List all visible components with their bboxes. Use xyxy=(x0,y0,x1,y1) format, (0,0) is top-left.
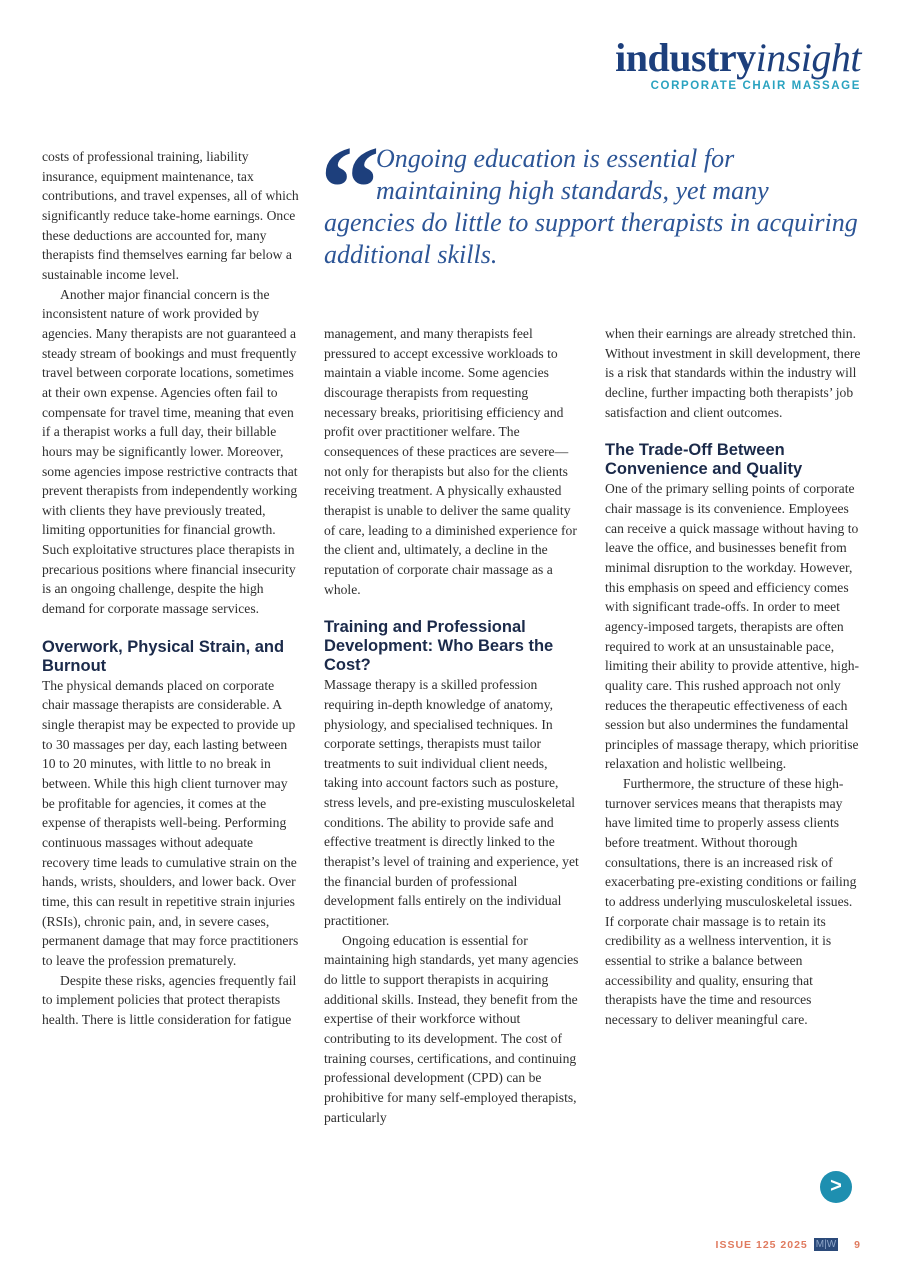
chevron-right-icon: > xyxy=(830,1175,842,1197)
publication-badge: M|W xyxy=(815,1239,837,1250)
body-paragraph: management, and many therapists feel pressured to accept excessive workloads to maintain a viable income. Some agencies discourage therapists from requesting necessary breaks, prioritising efficiency and profit over practitioner welfare. The consequences of these practices are severe—not only for therapists but also for the clients receiving treatment. A physically exhausted therapist is unable to deliver the same quality of care, leading to a diminished experience for the client and, ultimately, a decline in the reputation of corporate chair massage as a whole. xyxy=(324,326,577,597)
quote-mark-icon: “ xyxy=(320,121,366,254)
next-page-button[interactable] xyxy=(820,1171,852,1203)
body-paragraph: One of the primary selling points of corporate chair massage is its convenience. Employees can receive a quick massage without having to leave the office, and businesses benefit from minimal disruption to the workday. However, this emphasis on speed and efficiency comes with significant trade-offs. In order to meet agency-imposed targets, therapists are often required to work at an unsustainable pace, limiting their ability to provide attentive, high-quality care. This rushed approach not only reduces the therapeutic effectiveness of each session but also undermines the fundamental principles of massage therapy, which prioritise relaxation and holistic wellbeing. xyxy=(605,481,860,772)
logo xyxy=(615,36,861,80)
body-paragraph: Ongoing education is essential for maintaining high standards, yet many agencies do little to support therapists in acquiring additional skills. Instead, they benefit from the expertise of their workforce without contributing to its development. The cost of training courses, certifications, and continuing professional development (CPD) can be prohibitive for many self-employed therapists, particularly xyxy=(324,932,579,1125)
section-heading: The Trade-Off Between Convenience and Quality xyxy=(605,441,803,479)
pull-quote-text: Ongoing education is essential for maintaining high standards, yet many agencies do little to support therapists in acquiring additional skills. xyxy=(324,144,858,269)
issue-label: ISSUE 125 2025 xyxy=(715,1238,808,1251)
body-paragraph: Another major financial concern is the inconsistent nature of work provided by agencies. Many therapists are not guaranteed a steady stream of bookings and must frequently travel between corporate locations, sometimes at their own expense. Agencies often fail to compensate for travel time, meaning that even if a therapist works a full day, their billable hours may be significantly lower. Moreover, some agencies impose restrictive contracts that prevent therapists from independently working with clients they have previously treated, limiting opportunities for financial growth. Such exploitative structures place therapists in precarious positions where financial insecurity is an ongoing challenge, despite the high demand for corporate massage services. xyxy=(42,286,298,617)
body-paragraph: Despite these risks, agencies frequently fail to implement policies that protect therapists health. There is little consideration for fatigue xyxy=(42,972,297,1027)
pull-quote xyxy=(320,121,864,271)
masthead xyxy=(615,36,861,92)
body-paragraph: Massage therapy is a skilled profession requiring in-depth knowledge of anatomy, physiology, and specialised techniques. In corporate settings, therapists must tailor treatments to suit individual client needs, taking into account factors such as posture, stress levels, and pre-existing musculoskeletal conditions. The ability to provide safe and effective treatment is directly linked to the therapist’s level of training and experience, yet the financial burden of professional development falls entirely on the individual practitioner. xyxy=(324,677,579,929)
section-label: CORPORATE CHAIR MASSAGE xyxy=(650,80,861,92)
section-heading: Overwork, Physical Strain, and Burnout xyxy=(42,637,285,675)
column-3 xyxy=(605,324,863,1030)
body-paragraph: Furthermore, the structure of these high-turnover services means that therapists may have limited time to properly assess clients before treatment. Without thorough consultations, there is an increased risk of exacerbating pre-existing conditions or failing to address underlying musculoskeletal issues. If corporate chair massage is to retain its credibility as a wellness intervention, it is essential to strike a balance between accessibility and quality, ensuring that therapists have the time and resources necessary to deliver meaningful care. xyxy=(605,776,857,1027)
section-heading: Training and Professional Development: Who Bears the Cost? xyxy=(324,618,554,675)
footer xyxy=(716,1238,861,1251)
column-1 xyxy=(42,147,300,1030)
logo-italic: insight xyxy=(755,35,861,80)
page-number: 9 xyxy=(854,1238,861,1251)
body-paragraph: when their earnings are already stretched thin. Without investment in skill development, there is a risk that standards within the industry will decline, further impacting both therapists’ job satisfaction and client outcomes. xyxy=(605,326,861,420)
column-2 xyxy=(324,324,582,1127)
body-paragraph: costs of professional training, liability insurance, equipment maintenance, tax contributions, and travel expenses, all of which significantly reduce take-home earnings. Once these deductions are accounted for, many therapists find themselves earning far below a sustainable income level. xyxy=(42,149,299,282)
logo-bold: industry xyxy=(615,35,756,80)
body-paragraph: The physical demands placed on corporate chair massage therapists are considerable. A single therapist may be expected to provide up to 30 massages per day, each lasting between 10 to 20 minutes, with little to no break in between. While this high client turnover may be profitable for agencies, it comes at the expense of therapists well-being. Performing continuous massages without adequate recovery time leads to cumulative strain on the hands, wrists, shoulders, and lower back. Over time, this can result in repetitive strain injuries (RSIs), chronic pain, and, in severe cases, permanent damage that may force practitioners to leave the profession prematurely. xyxy=(42,677,299,968)
